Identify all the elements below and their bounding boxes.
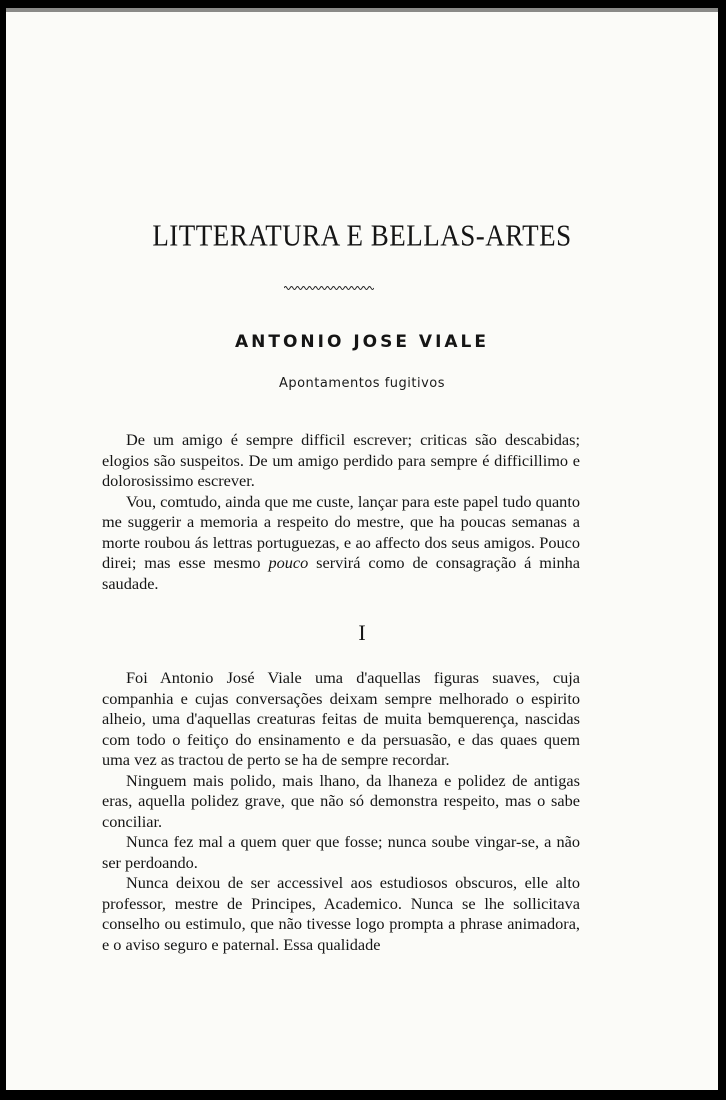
- intro-text: [102, 430, 580, 594]
- decorative-wavy-rule: [284, 284, 374, 292]
- paragraph: De um amigo é sempre difficil escrever; criticas são descabidas; elogios são suspeitos. De um amigo perdido para sempre é difficillimo e dolorosissimo escrever.: [102, 430, 580, 490]
- section-numeral: I: [358, 620, 366, 645]
- book-page: [6, 8, 718, 1090]
- section-title: LITTERATURA E BELLAS-ARTES: [152, 217, 572, 253]
- article-subtitle: Apontamentos fugitivos: [278, 376, 446, 391]
- paragraph-text: Vou, comtudo, ainda que me custe, lançar para este papel tudo quanto me suggerir a memoria a respeito do mestre, que ha poucas semanas a morte roubou ás lettras portuguezas, e ao affecto dos seus amigos. Pouco direi; mas esse mesmo: [102, 491, 580, 572]
- paragraph: Foi Antonio José Viale uma d'aquellas figuras suaves, cuja companhia e cujas conversações deixam sempre melhorado o espirito alheio, uma d'aquellas creaturas feitas de muita bemquerença, nascidas com todo o feitiço do ensinamento e da persuasão, e das quaes quem uma vez as tractou de perto se ha de sempre recordar.: [102, 668, 580, 769]
- italic-word: pouco: [268, 553, 309, 572]
- paragraph-text: servirá como de consagração á minha saudade.: [102, 553, 580, 593]
- article-title: ANTONIO JOSE VIALE: [235, 332, 489, 352]
- paragraph: Nunca fez mal a quem quer que fosse; nunca soube vingar-se, a não ser perdoando.: [102, 832, 580, 872]
- paragraph: [102, 492, 580, 595]
- section-one-text: [102, 668, 580, 955]
- paragraph: Nunca deixou de ser accessivel aos estudiosos obscuros, elle alto professor, mestre de Principes, Academico. Nunca se lhe sollicitava conselho ou estimulo, que não tivesse logo prompta a phrase animadora, e o aviso seguro e paternal. Essa qualidade: [102, 873, 580, 954]
- paragraph: Ninguem mais polido, mais lhano, da lhaneza e polidez de antigas eras, aquella polidez grave, que não só demonstra respeito, mas o sabe conciliar.: [102, 770, 580, 831]
